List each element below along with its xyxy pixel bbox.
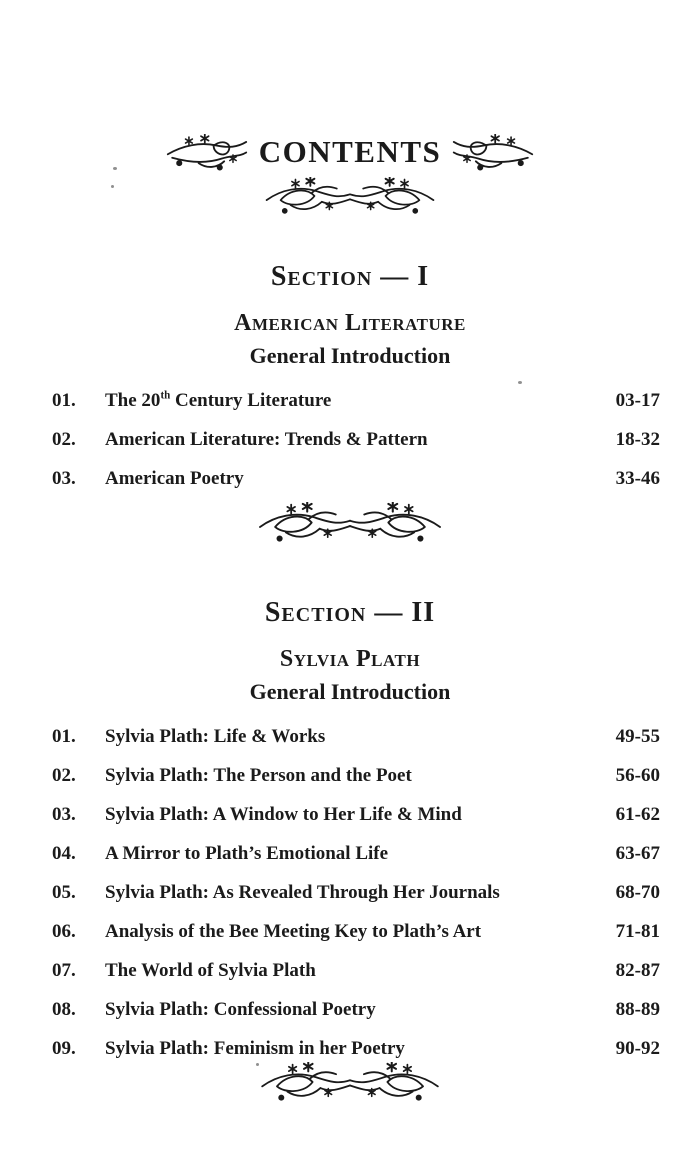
item-number: 05.: [52, 882, 76, 903]
item-title: Sylvia Plath: Life & Works: [105, 726, 326, 747]
item-title: Analysis of the Bee Meeting Key to Plath’s Art: [105, 921, 482, 942]
item-pages: 71-81: [615, 921, 660, 942]
toc-row: [52, 724, 660, 750]
toc-row: [52, 919, 660, 945]
section-2-subheading: Sylvia Plath: [279, 646, 421, 672]
item-number: 08.: [52, 999, 76, 1020]
item-pages: 68-70: [615, 882, 660, 903]
flourish-left-icon: [165, 134, 249, 171]
item-number: 03.: [52, 804, 76, 825]
flourish-right-icon: [451, 134, 535, 171]
vine-star-divider-icon: [0, 1062, 700, 1102]
section-1: [0, 260, 700, 505]
item-pages: 03-17: [615, 390, 660, 411]
toc-row: [52, 841, 660, 867]
item-title: American Poetry: [105, 468, 244, 489]
section-2-subtitle: General Introduction: [249, 679, 451, 704]
toc-row: [52, 466, 660, 492]
item-pages: 33-46: [615, 468, 660, 489]
item-pages: 90-92: [615, 1038, 660, 1059]
item-pages: 49-55: [615, 726, 660, 747]
item-number: 07.: [52, 960, 76, 981]
item-title: American Literature: Trends & Pattern: [105, 429, 428, 450]
item-number: 04.: [52, 843, 76, 864]
item-pages: 63-67: [615, 843, 660, 864]
toc-row: [52, 802, 660, 828]
page-title: CONTENTS: [258, 134, 442, 169]
toc-row: [52, 880, 660, 906]
toc-row: [52, 958, 660, 984]
item-number: 01.: [52, 390, 76, 411]
item-title: A Mirror to Plath’s Emotional Life: [105, 843, 389, 864]
item-number: 02.: [52, 429, 76, 450]
item-number: 01.: [52, 726, 76, 747]
section-1-subheading: American Literature: [234, 310, 466, 336]
vine-star-divider-icon: [0, 177, 700, 215]
item-title: The 20th Century Literature: [105, 389, 332, 411]
toc-row: [52, 1036, 660, 1062]
contents-header: [0, 132, 700, 215]
section-1-subtitle: General Introduction: [249, 343, 451, 368]
section-2-toc-list: [0, 724, 700, 1062]
item-pages: 82-87: [615, 960, 660, 981]
title-row: [0, 132, 700, 172]
section-2-heading: Section — II: [264, 597, 436, 628]
toc-row: [52, 388, 660, 414]
section-2: [0, 596, 700, 1075]
item-pages: 18-32: [615, 429, 660, 450]
item-title: Sylvia Plath: Feminism in her Poetry: [105, 1038, 405, 1059]
item-pages: 88-89: [615, 999, 660, 1020]
scan-speck: [256, 1063, 259, 1066]
item-number: 06.: [52, 921, 76, 942]
vine-star-divider-icon: [0, 502, 700, 543]
item-title: Sylvia Plath: A Window to Her Life & Mind: [105, 804, 462, 825]
item-title: Sylvia Plath: As Revealed Through Her Journals: [105, 882, 500, 903]
item-pages: 61-62: [615, 804, 660, 825]
item-number: 03.: [52, 468, 76, 489]
toc-row: [52, 997, 660, 1023]
item-number: 09.: [52, 1038, 76, 1059]
item-title: Sylvia Plath: Confessional Poetry: [105, 999, 376, 1020]
scan-speck: [113, 167, 117, 170]
section-1-toc-list: [0, 388, 700, 492]
item-title: Sylvia Plath: The Person and the Poet: [105, 765, 412, 786]
section-1-heading: Section — I: [270, 261, 430, 292]
scan-speck: [518, 381, 522, 384]
toc-row: [52, 763, 660, 789]
item-number: 02.: [52, 765, 76, 786]
scan-speck: [111, 185, 114, 188]
toc-row: [52, 427, 660, 453]
item-title: The World of Sylvia Plath: [105, 960, 316, 981]
item-pages: 56-60: [615, 765, 660, 786]
